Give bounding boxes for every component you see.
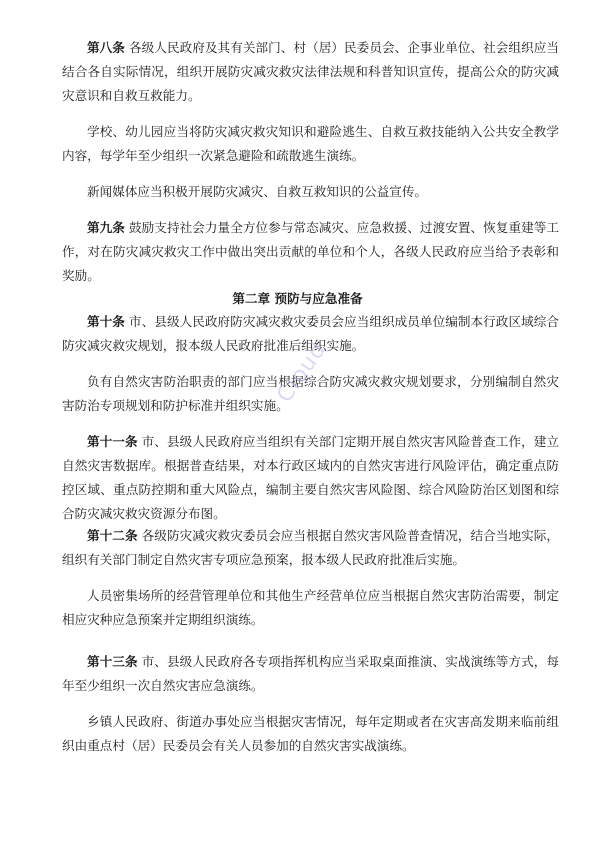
article-text: 各级防灾减灾救灾委员会应当根据自然灾害风险普查情况，结合当地实际，组织有关部门制定自然灾害专项应急预案，报本级人民政府批准后实施。 bbox=[62, 528, 559, 567]
article-text: 市、县级人民政府应当组织有关部门定期开展自然灾害风险普查工作，建立自然灾害数据库。根据普查结果，对本行政区域内的自然灾害进行风险评估，确定重点防控区域、重点防控期和重大风险点，编制主要自然灾害风险图、综合风险防治区划图和综合防灾减灾救灾资源分布图。 bbox=[62, 434, 559, 521]
paragraph-township-drills bbox=[62, 710, 559, 758]
article-number: 第十三条 bbox=[87, 654, 138, 669]
chapter-title: 第二章 预防与应急准备 bbox=[232, 291, 363, 306]
paragraph-text: 人员密集场所的经营管理单位和其他生产经营单位应当根据自然灾害防治需要，制定相应灾种应急预案并定期组织演练。 bbox=[62, 588, 559, 627]
paragraph-article-11 bbox=[62, 430, 559, 526]
paragraph-article-10 bbox=[62, 310, 559, 358]
article-text: 鼓励支持社会力量全方位参与常态减灾、应急救援、过渡安置、恢复重建等工作，对在防灾减灾救灾工作中做出突出贡献的单位和个人，各级人民政府应当给予表彰和奖励。 bbox=[62, 220, 559, 283]
article-number: 第十条 bbox=[87, 314, 125, 329]
watermark: Cloud bbox=[272, 337, 332, 408]
paragraph-schools bbox=[62, 120, 559, 168]
paragraph-text: 负有自然灾害防治职责的部门应当根据综合防灾减灾救灾规划要求，分别编制自然灾害防治专项规划和防护标准并组织实施。 bbox=[62, 374, 559, 413]
article-number: 第九条 bbox=[87, 220, 125, 235]
article-number: 第十二条 bbox=[87, 528, 138, 543]
paragraph-article-12 bbox=[62, 524, 559, 572]
paragraph-crowded-places bbox=[62, 584, 559, 632]
article-number: 第八条 bbox=[87, 40, 125, 55]
article-number: 第十一条 bbox=[87, 434, 138, 449]
paragraph-article-13 bbox=[62, 650, 559, 698]
article-text: 市、县级人民政府各专项指挥机构应当采取桌面推演、实战演练等方式，每年至少组织一次自然灾害应急演练。 bbox=[62, 654, 559, 693]
article-text: 各级人民政府及其有关部门、村（居）民委员会、企事业单位、社会组织应当结合各自实际情况，组织开展防灾减灾救灾法律法规和科普知识宣传，提高公众的防灾减灾意识和自救互救能力。 bbox=[62, 40, 559, 103]
paragraph-text: 学校、幼儿园应当将防灾减灾救灾知识和避险逃生、自救互救技能纳入公共安全教学内容，每学年至少组织一次紧急避险和疏散逃生演练。 bbox=[62, 124, 559, 163]
paragraph-media bbox=[62, 180, 559, 204]
paragraph-text: 新闻媒体应当积极开展防灾减灾、自救互救知识的公益宣传。 bbox=[87, 184, 428, 199]
article-text: 市、县级人民政府防灾减灾救灾委员会应当组织成员单位编制本行政区域综合防灾减灾救灾规划，报本级人民政府批准后组织实施。 bbox=[62, 314, 559, 353]
paragraph-text: 乡镇人民政府、街道办事处应当根据灾害情况，每年定期或者在灾害高发期来临前组织由重点村（居）民委员会有关人员参加的自然灾害实战演练。 bbox=[62, 714, 559, 753]
paragraph-article-8 bbox=[62, 36, 559, 108]
paragraph-disaster-plans bbox=[62, 370, 559, 418]
paragraph-article-9 bbox=[62, 216, 559, 288]
